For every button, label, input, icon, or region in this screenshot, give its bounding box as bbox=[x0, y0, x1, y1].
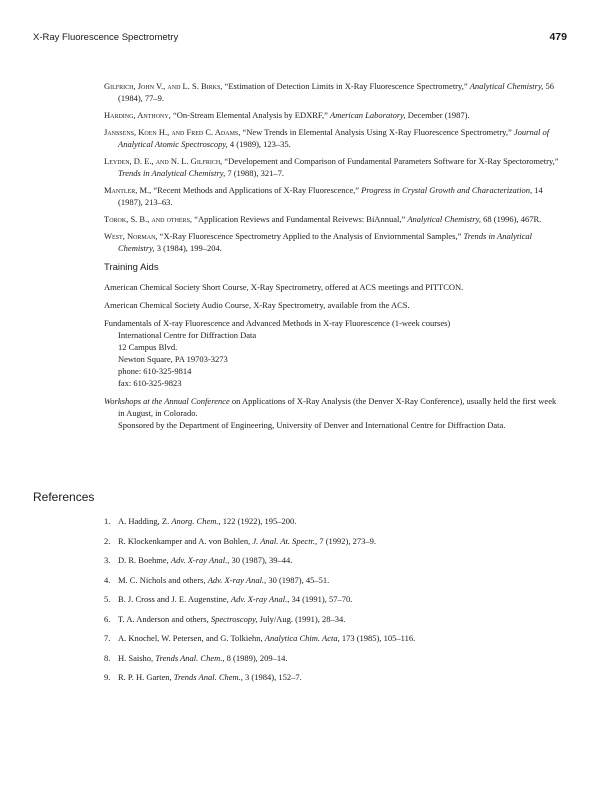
bib-author: Mantler, M., bbox=[104, 185, 152, 195]
reference-item bbox=[104, 671, 564, 683]
ref-authors: T. A. Anderson and others, bbox=[118, 613, 209, 624]
bib-entry bbox=[104, 126, 564, 150]
ref-number: 9. bbox=[104, 672, 111, 682]
ref-journal: J. Anal. At. Spectr., bbox=[252, 535, 318, 546]
reference-item bbox=[104, 554, 564, 566]
references-heading: References bbox=[33, 490, 95, 504]
bib-source: Analytical Chemistry, bbox=[469, 81, 544, 91]
phone-line: phone: 610-325-9814 bbox=[118, 366, 192, 376]
bib-author: Leyden, D. E., and N. L. Gilfrich, bbox=[104, 156, 223, 166]
ref-details: 3 (1984), 152–7. bbox=[245, 672, 302, 682]
ref-journal: Anorg. Chem., bbox=[171, 516, 221, 526]
bib-rest: 7 (1988), 321–7. bbox=[227, 168, 284, 178]
fundamentals-title: Fundamentals of X-ray Fluorescence and Advanced Methods in X-ray Fluorescence (1-week courses) bbox=[104, 318, 451, 328]
bib-rest: 14 (1987), 213–63. bbox=[118, 185, 543, 207]
bib-rest: December (1987). bbox=[407, 110, 470, 120]
training-item: American Chemical Society Short Course, X-Ray Spectrometry, offered at ACS meetings and PITTCON. bbox=[104, 282, 464, 292]
bib-source: American Laboratory, bbox=[330, 110, 406, 120]
bib-entry bbox=[104, 213, 564, 225]
ref-authors: A. Hadding, Z. bbox=[118, 516, 170, 526]
ref-journal: Adv. X-ray Anal., bbox=[207, 574, 267, 585]
bib-title: “X-Ray Fluorescence Spectrometry Applied to the Analysis of Enviornmental Samples,” bbox=[159, 231, 462, 241]
ref-number: 1. bbox=[104, 516, 111, 526]
address-line: 12 Campus Blvd. bbox=[118, 342, 178, 352]
bib-author: Janssens, Koen H., and Fred C. Adams, bbox=[104, 127, 241, 137]
ref-journal: Adv. X-ray Anal., bbox=[170, 555, 230, 565]
ref-number: 5. bbox=[104, 594, 111, 604]
ref-details: 34 (1991), 57–70. bbox=[291, 594, 353, 604]
references-list bbox=[104, 515, 564, 691]
reference-item bbox=[104, 515, 564, 527]
address-line: Newton Square, PA 19703-3273 bbox=[118, 354, 228, 364]
ref-authors: D. R. Boehme, bbox=[118, 555, 169, 565]
ref-number: 7. bbox=[104, 633, 111, 643]
bibliography bbox=[104, 80, 564, 437]
bib-author: Torok, S. B., and others, bbox=[104, 214, 193, 224]
reference-item bbox=[104, 574, 564, 586]
ref-details: 7 (1992), 273–9. bbox=[319, 535, 376, 546]
bib-title: “Application Reviews and Fundamental Reivews: BiAnnual,” bbox=[194, 214, 406, 224]
bib-entry bbox=[104, 184, 564, 208]
reference-item bbox=[104, 535, 564, 547]
bib-title: “Estimation of Detection Limits in X-Ray Fluorescence Spectrometry,” bbox=[224, 81, 468, 91]
running-head bbox=[33, 31, 567, 43]
ref-authors: B. J. Cross and J. E. Augenstine, bbox=[118, 594, 229, 604]
fax-line: fax: 610-325-9823 bbox=[118, 378, 182, 388]
bib-author: West, Norman, bbox=[104, 231, 158, 241]
ref-authors: R. P. H. Garten, bbox=[118, 672, 172, 682]
reference-item bbox=[104, 593, 564, 605]
address-line: International Centre for Diffraction Data bbox=[118, 330, 257, 340]
workshops-sponsor: Sponsored by the Department of Engineering, University of Denver and International Centre for Diffraction Data. bbox=[118, 420, 506, 430]
ref-details: 8 (1989), 209–14. bbox=[226, 652, 288, 663]
ref-authors: M. C. Nichols and others, bbox=[118, 574, 206, 585]
ref-journal: Trends Anal. Chem., bbox=[155, 652, 225, 663]
workshops-lead: Workshops at the Annual Conference bbox=[104, 396, 230, 406]
ref-journal: Spectroscopy, bbox=[210, 613, 258, 624]
training-aids-heading: Training Aids bbox=[104, 262, 159, 273]
ref-details: 122 (1922), 195–200. bbox=[222, 516, 297, 526]
bib-source: Trends in Analytical Chemistry, bbox=[118, 168, 226, 178]
bib-title: “Recent Methods and Applications of X-Ray Fluorescence,” bbox=[153, 185, 359, 195]
ref-number: 2. bbox=[104, 535, 111, 546]
bib-source: Trends in Analytical Chemistry, bbox=[118, 231, 532, 253]
ref-authors: A. Knochel, W. Petersen, and G. Tolkiehn, bbox=[118, 633, 263, 643]
ref-number: 4. bbox=[104, 574, 111, 585]
bib-rest: 4 (1989), 123–35. bbox=[229, 139, 291, 149]
bib-entry bbox=[104, 109, 564, 121]
reference-item bbox=[104, 652, 564, 664]
bib-source: Progress in Crystal Growth and Characterization, bbox=[361, 185, 533, 195]
ref-details: 30 (1987), 39–44. bbox=[231, 555, 293, 565]
ref-details: 173 (1985), 105–116. bbox=[341, 633, 416, 643]
bib-source: Analytical Chemistry, bbox=[407, 214, 482, 224]
ref-authors: H. Saisho, bbox=[118, 652, 154, 663]
running-title: X-Ray Fluorescence Spectrometry bbox=[33, 32, 179, 43]
ref-journal: Analytica Chim. Acta, bbox=[264, 633, 340, 643]
ref-journal: Trends Anal. Chem., bbox=[173, 672, 243, 682]
bib-title: “Developement and Comparison of Fundamental Parameters Software for X-Ray Spectorometry,” bbox=[224, 156, 559, 166]
bib-rest: 3 (1984), 199–204. bbox=[156, 243, 222, 253]
ref-number: 6. bbox=[104, 613, 111, 624]
workshops bbox=[104, 395, 564, 431]
bib-rest: 68 (1996), 467R. bbox=[483, 214, 542, 224]
ref-number: 8. bbox=[104, 652, 111, 663]
fundamentals-course bbox=[104, 317, 564, 389]
workshops-text bbox=[104, 395, 564, 419]
reference-item bbox=[104, 632, 564, 644]
page-number: 479 bbox=[549, 31, 567, 43]
ref-authors: R. Klockenkamper and A. von Bohlen, bbox=[118, 535, 251, 546]
bib-rest: 56 (1984), 77–9. bbox=[118, 81, 555, 103]
bib-source: Journal of Analytical Atomic Spectroscopy, bbox=[118, 127, 550, 149]
bib-entry bbox=[104, 230, 564, 254]
bib-title: “On-Stream Elemental Analysis by EDXRF,” bbox=[172, 110, 328, 120]
bib-author: Gilfrich, John V., and L. S. Birks, bbox=[104, 81, 223, 91]
bib-author: Harding, Anthony, bbox=[104, 110, 171, 120]
workshops-description: on Applications of X-Ray Analysis (the Denver X-Ray Conference), usually held the first week in August, in Colorado. bbox=[118, 396, 557, 418]
ref-details: July/Aug. (1991), 28–34. bbox=[259, 613, 346, 624]
ref-journal: Adv. X-ray Anal., bbox=[230, 594, 290, 604]
training-item: American Chemical Society Audio Course, X-Ray Spectrometry, available from the ACS. bbox=[104, 300, 410, 310]
bib-entry bbox=[104, 80, 564, 104]
ref-details: 30 (1987), 45–51. bbox=[268, 574, 330, 585]
reference-item bbox=[104, 613, 564, 625]
bib-title: “New Trends in Elemental Analysis Using X-Ray Fluorescence Spectrometry,” bbox=[242, 127, 512, 137]
ref-number: 3. bbox=[104, 555, 111, 565]
bib-entry bbox=[104, 155, 564, 179]
